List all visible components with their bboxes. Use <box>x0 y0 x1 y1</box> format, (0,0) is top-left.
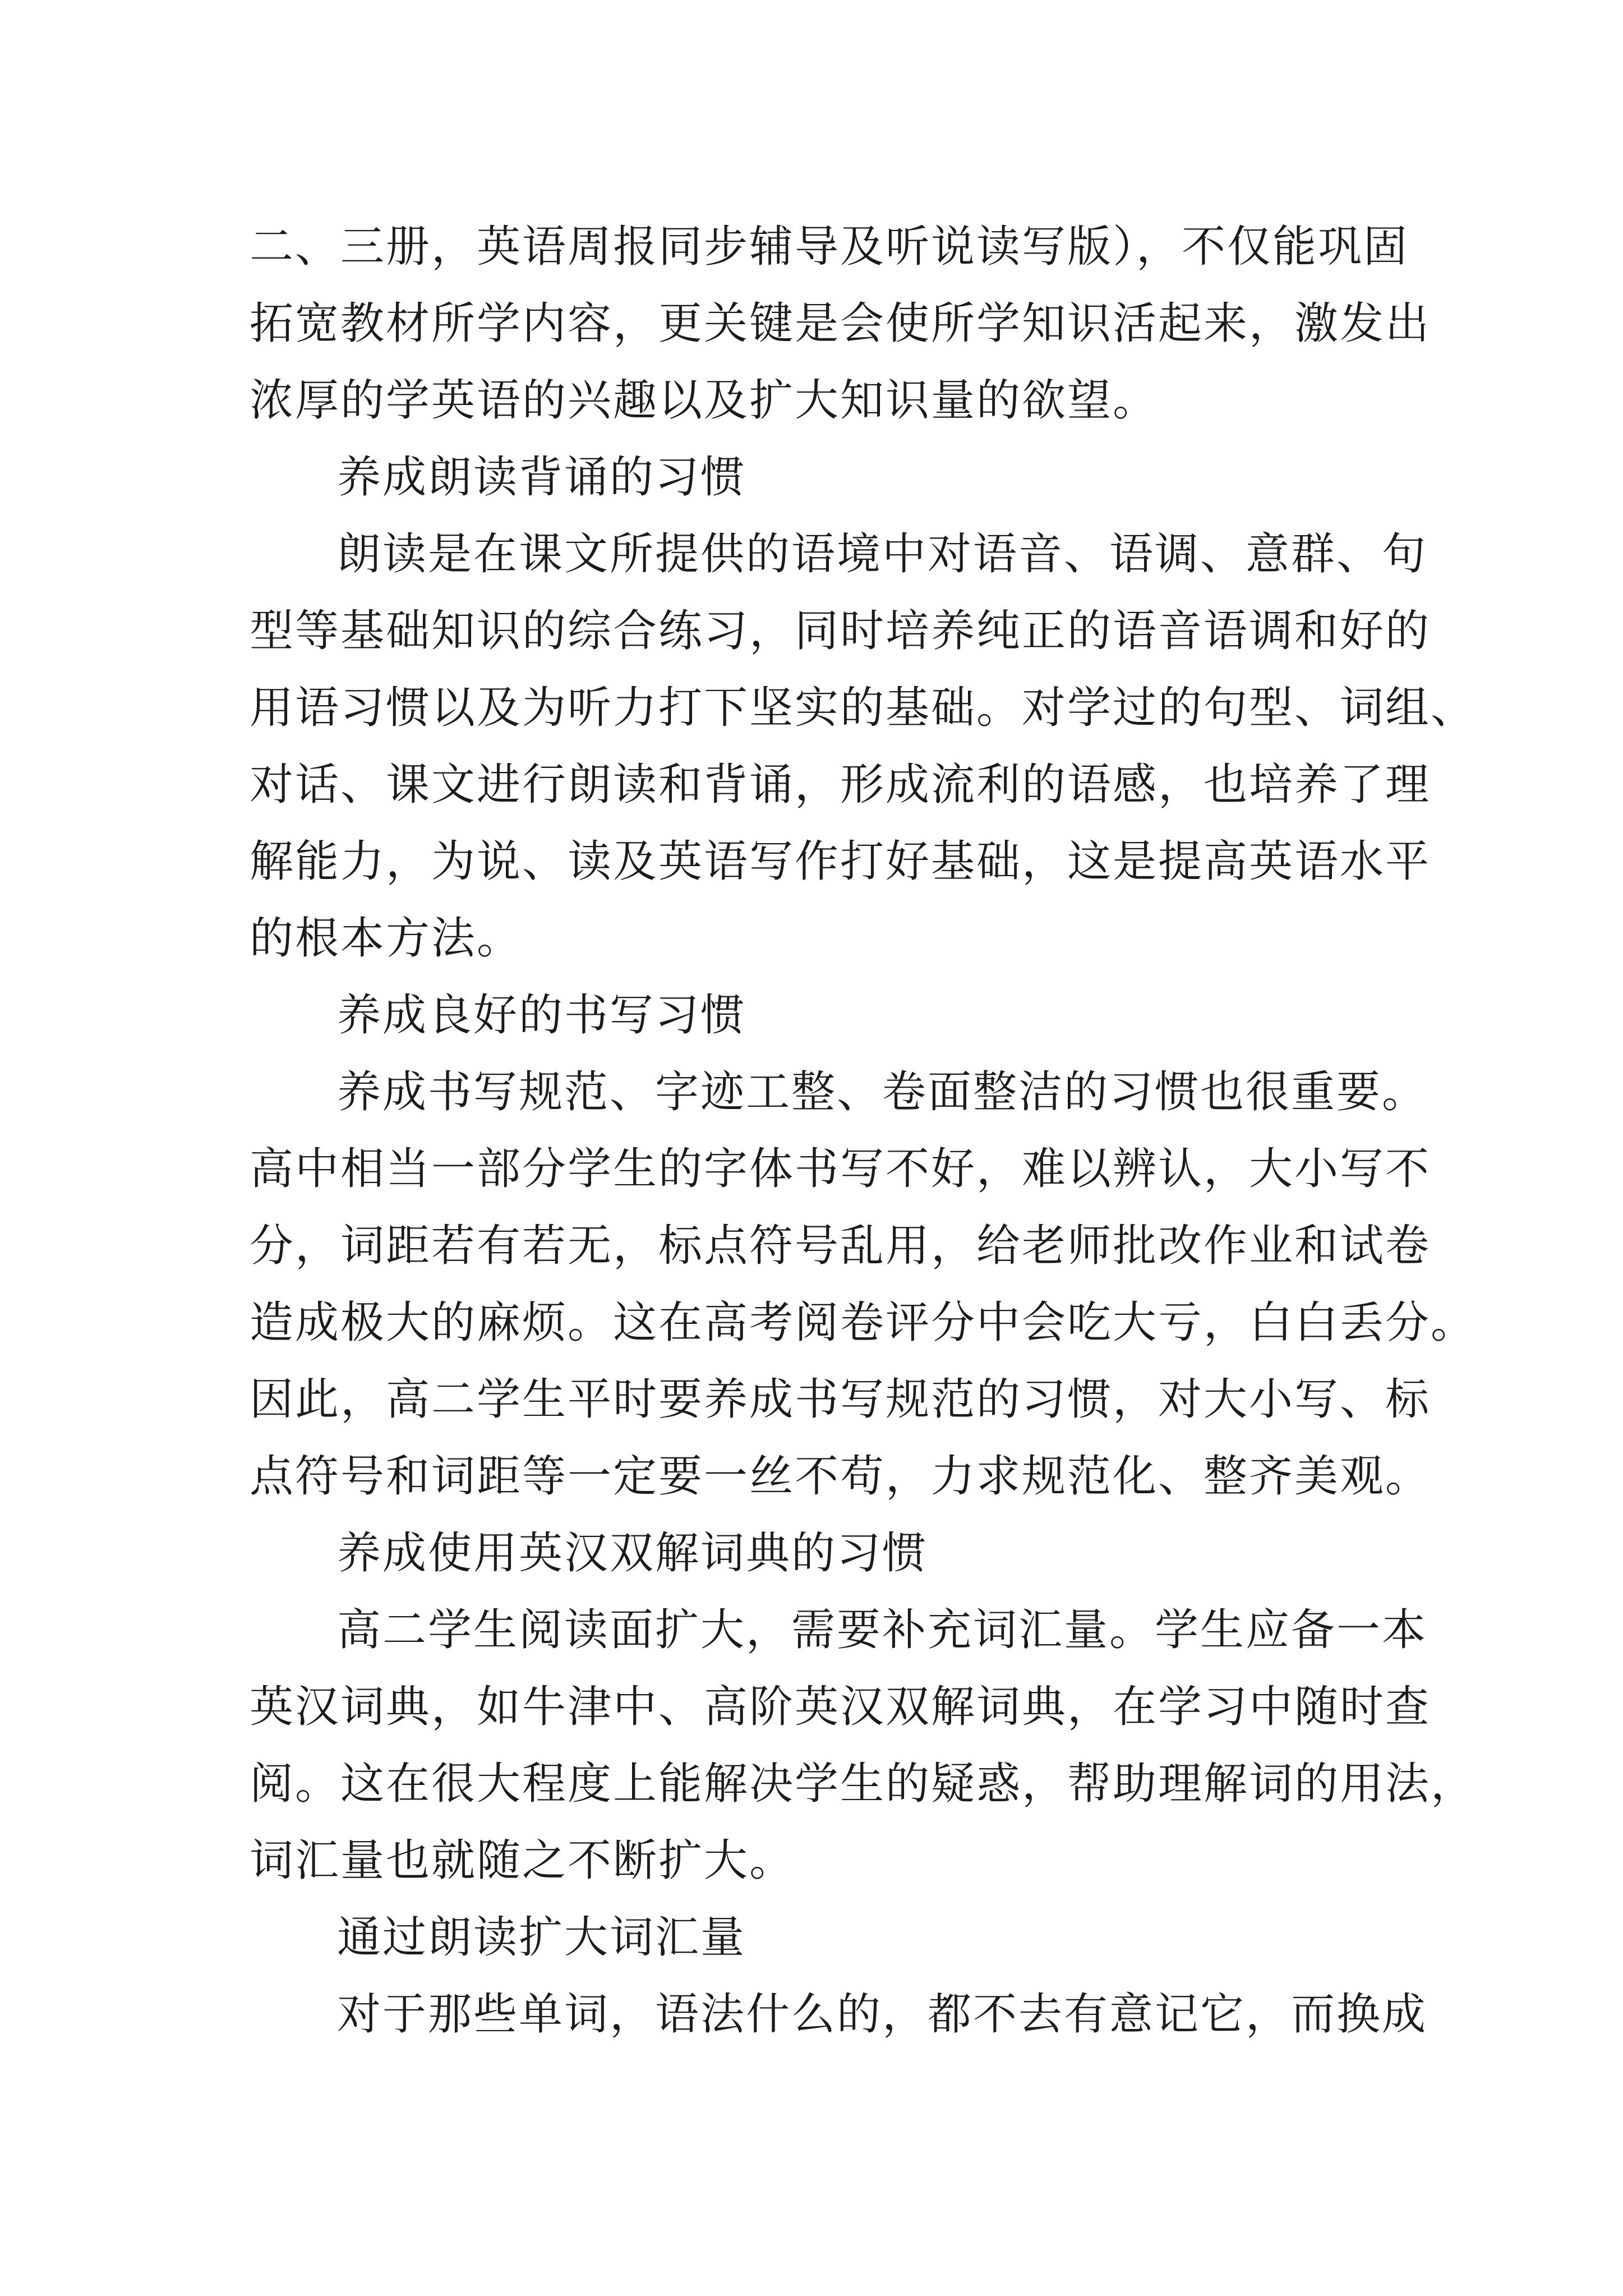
text-line: 解能力，为说、读及英语写作打好基础，这是提高英语水平 <box>250 836 1431 887</box>
text-line: 英汉词典，如牛津中、高阶英汉双解词典，在学习中随时查 <box>250 1682 1431 1732</box>
text-line: 对话、课文进行朗读和背诵，形成流利的语感，也培养了理 <box>250 760 1431 810</box>
text-line: 朗读是在课文所提供的语境中对语音、语调、意群、句 <box>337 529 1428 579</box>
text-line: 点符号和词距等一定要一丝不苟，力求规范化、整齐美观。 <box>250 1451 1431 1502</box>
section-heading: 养成良好的书写习惯 <box>337 990 746 1041</box>
body-text <box>250 209 1477 2053</box>
section-heading: 养成使用英汉双解词典的习惯 <box>337 1528 928 1579</box>
section-heading: 养成朗读背诵的习惯 <box>337 452 746 503</box>
text-line: 因此，高二学生平时要养成书写规范的习惯，对大小写、标 <box>250 1374 1431 1425</box>
text-line: 拓宽教材所学内容，更关键是会使所学知识活起来，激发出 <box>250 298 1431 349</box>
text-line: 养成书写规范、字迹工整、卷面整洁的习惯也很重要。 <box>337 1067 1428 1117</box>
text-line: 用语习惯以及为听力打下坚实的基础。对学过的句型、词组、 <box>250 683 1477 733</box>
text-line: 型等基础知识的综合练习，同时培养纯正的语音语调和好的 <box>250 606 1431 656</box>
text-line: 二、三册，英语周报同步辅导及听说读写版），不仅能巩固 <box>250 222 1409 272</box>
text-line: 分，词距若有若无，标点符号乱用，给老师批改作业和试卷 <box>250 1221 1431 1271</box>
text-line: 浓厚的学英语的兴趣以及扩大知识量的欲望。 <box>250 375 1159 426</box>
text-line: 的根本方法。 <box>250 913 523 964</box>
section-heading: 通过朗读扩大词汇量 <box>337 1912 746 1963</box>
text-line: 对于那些单词，语法什么的，都不去有意记它，而换成 <box>337 1989 1428 2040</box>
text-line: 高二学生阅读面扩大，需要补充词汇量。学生应备一本 <box>337 1605 1428 1655</box>
text-line: 阅。这在很大程度上能解决学生的疑惑，帮助理解词的用法， <box>250 1759 1477 1809</box>
text-line: 造成极大的麻烦。这在高考阅卷评分中会吃大亏，白白丢分。 <box>250 1297 1477 1348</box>
text-line: 高中相当一部分学生的字体书写不好，难以辨认，大小写不 <box>250 1144 1431 1194</box>
text-line: 词汇量也就随之不断扩大。 <box>250 1835 795 1886</box>
